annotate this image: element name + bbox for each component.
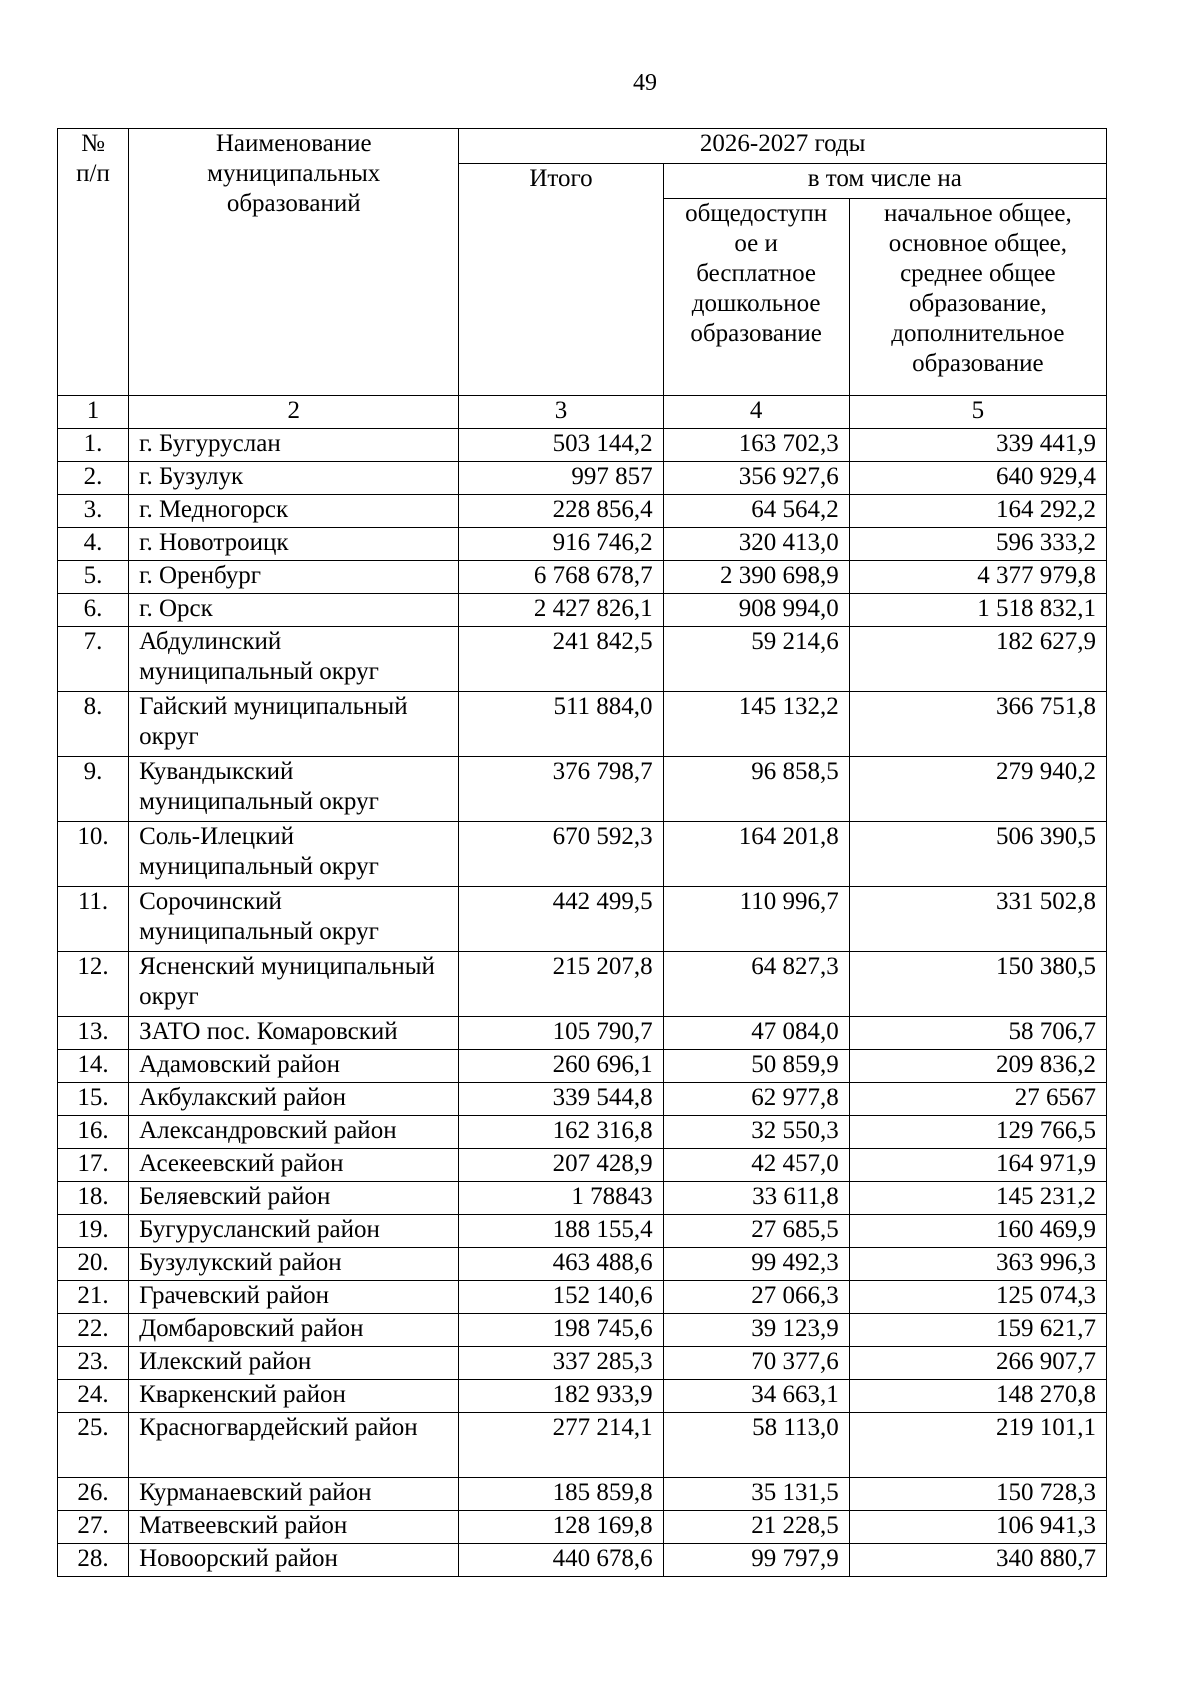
row-general: 182 627,9	[849, 627, 1106, 692]
row-preschool: 64 564,2	[663, 495, 849, 528]
row-name: Грачевский район	[129, 1281, 459, 1314]
row-number: 7.	[58, 627, 129, 692]
row-number: 26.	[58, 1478, 129, 1511]
row-preschool: 96 858,5	[663, 757, 849, 822]
row-total: 376 798,7	[459, 757, 663, 822]
row-number: 21.	[58, 1281, 129, 1314]
row-total: 997 857	[459, 462, 663, 495]
row-number: 17.	[58, 1149, 129, 1182]
row-number: 3.	[58, 495, 129, 528]
row-name: г. Оренбург	[129, 561, 459, 594]
row-total: 152 140,6	[459, 1281, 663, 1314]
row-number: 25.	[58, 1413, 129, 1478]
row-preschool: 58 113,0	[663, 1413, 849, 1478]
row-preschool: 70 377,6	[663, 1347, 849, 1380]
row-general: 4 377 979,8	[849, 561, 1106, 594]
column-number-row	[58, 396, 1107, 429]
row-number: 28.	[58, 1544, 129, 1577]
row-total: 670 592,3	[459, 822, 663, 887]
row-general: 506 390,5	[849, 822, 1106, 887]
row-number: 2.	[58, 462, 129, 495]
table-row	[58, 1478, 1107, 1511]
row-name: г. Бугуруслан	[129, 429, 459, 462]
row-name: г. Бузулук	[129, 462, 459, 495]
row-number: 24.	[58, 1380, 129, 1413]
row-general: 209 836,2	[849, 1050, 1106, 1083]
row-number: 27.	[58, 1511, 129, 1544]
row-preschool: 50 859,9	[663, 1050, 849, 1083]
row-total: 162 316,8	[459, 1116, 663, 1149]
row-preschool: 39 123,9	[663, 1314, 849, 1347]
row-preschool: 99 492,3	[663, 1248, 849, 1281]
column-number: 3	[459, 396, 663, 429]
header-period: 2026-2027 годы	[459, 129, 1107, 164]
row-number: 16.	[58, 1116, 129, 1149]
row-total: 241 842,5	[459, 627, 663, 692]
row-general: 164 971,9	[849, 1149, 1106, 1182]
row-total: 228 856,4	[459, 495, 663, 528]
table-row	[58, 462, 1107, 495]
row-total: 215 207,8	[459, 952, 663, 1017]
table-row	[58, 1281, 1107, 1314]
row-name: Гайский муниципальный округ	[129, 692, 459, 757]
row-number: 8.	[58, 692, 129, 757]
row-name: Адамовский район	[129, 1050, 459, 1083]
row-total: 463 488,6	[459, 1248, 663, 1281]
row-name: Илекский район	[129, 1347, 459, 1380]
row-preschool: 27 066,3	[663, 1281, 849, 1314]
row-general: 106 941,3	[849, 1511, 1106, 1544]
table-row	[58, 561, 1107, 594]
row-total: 260 696,1	[459, 1050, 663, 1083]
row-number: 10.	[58, 822, 129, 887]
row-preschool: 62 977,8	[663, 1083, 849, 1116]
row-general: 366 751,8	[849, 692, 1106, 757]
row-general: 129 766,5	[849, 1116, 1106, 1149]
column-number: 5	[849, 396, 1106, 429]
table-row	[58, 1182, 1107, 1215]
row-number: 1.	[58, 429, 129, 462]
row-general: 164 292,2	[849, 495, 1106, 528]
row-number: 19.	[58, 1215, 129, 1248]
row-total: 337 285,3	[459, 1347, 663, 1380]
row-name: Матвеевский район	[129, 1511, 459, 1544]
row-total: 188 155,4	[459, 1215, 663, 1248]
table-row	[58, 1413, 1107, 1478]
row-name: Ясненский муниципальный округ	[129, 952, 459, 1017]
row-total: 185 859,8	[459, 1478, 663, 1511]
row-total: 916 746,2	[459, 528, 663, 561]
row-name: Акбулакский район	[129, 1083, 459, 1116]
row-name: Кваркенский район	[129, 1380, 459, 1413]
table-row	[58, 1083, 1107, 1116]
row-total: 207 428,9	[459, 1149, 663, 1182]
row-preschool: 27 685,5	[663, 1215, 849, 1248]
row-number: 22.	[58, 1314, 129, 1347]
row-preschool: 59 214,6	[663, 627, 849, 692]
table-row	[58, 692, 1107, 757]
table-row	[58, 1380, 1107, 1413]
row-total: 6 768 678,7	[459, 561, 663, 594]
row-preschool: 164 201,8	[663, 822, 849, 887]
table-row	[58, 1544, 1107, 1577]
row-preschool: 32 550,3	[663, 1116, 849, 1149]
row-preschool: 99 797,9	[663, 1544, 849, 1577]
row-preschool: 163 702,3	[663, 429, 849, 462]
row-total: 442 499,5	[459, 887, 663, 952]
row-preschool: 33 611,8	[663, 1182, 849, 1215]
table-body	[58, 429, 1107, 1577]
row-total: 2 427 826,1	[459, 594, 663, 627]
table-row	[58, 1347, 1107, 1380]
row-general: 145 231,2	[849, 1182, 1106, 1215]
row-number: 13.	[58, 1017, 129, 1050]
row-preschool: 64 827,3	[663, 952, 849, 1017]
row-number: 4.	[58, 528, 129, 561]
row-preschool: 908 994,0	[663, 594, 849, 627]
table-row	[58, 528, 1107, 561]
row-preschool: 145 132,2	[663, 692, 849, 757]
row-general: 266 907,7	[849, 1347, 1106, 1380]
table-header	[58, 129, 1107, 429]
row-general: 58 706,7	[849, 1017, 1106, 1050]
row-name: Александровский район	[129, 1116, 459, 1149]
row-number: 11.	[58, 887, 129, 952]
table-row	[58, 1149, 1107, 1182]
row-preschool: 320 413,0	[663, 528, 849, 561]
row-name: г. Орск	[129, 594, 459, 627]
row-general: 150 380,5	[849, 952, 1106, 1017]
table-row	[58, 1314, 1107, 1347]
header-general: начальное общее, основное общее, среднее общее образование, дополнительное образование	[849, 199, 1106, 396]
table-row	[58, 757, 1107, 822]
table-row	[58, 887, 1107, 952]
row-number: 14.	[58, 1050, 129, 1083]
row-general: 339 441,9	[849, 429, 1106, 462]
table-row	[58, 1248, 1107, 1281]
row-total: 198 745,6	[459, 1314, 663, 1347]
table-row	[58, 429, 1107, 462]
row-general: 150 728,3	[849, 1478, 1106, 1511]
row-general: 160 469,9	[849, 1215, 1106, 1248]
table-row	[58, 1050, 1107, 1083]
column-number: 4	[663, 396, 849, 429]
row-name: Беляевский район	[129, 1182, 459, 1215]
row-number: 6.	[58, 594, 129, 627]
header-preschool: общедоступн ое и бесплатное дошкольное образование	[663, 199, 849, 396]
row-preschool: 34 663,1	[663, 1380, 849, 1413]
row-number: 12.	[58, 952, 129, 1017]
row-total: 339 544,8	[459, 1083, 663, 1116]
row-name: Асекеевский район	[129, 1149, 459, 1182]
table-row	[58, 594, 1107, 627]
row-name: г. Медногорск	[129, 495, 459, 528]
row-name: Красногвардейский район	[129, 1413, 459, 1478]
header-number: № п/п	[58, 129, 129, 396]
row-name: Кувандыкский муниципальный округ	[129, 757, 459, 822]
table-row	[58, 952, 1107, 1017]
row-general: 125 074,3	[849, 1281, 1106, 1314]
row-name: г. Новотроицк	[129, 528, 459, 561]
column-number: 2	[129, 396, 459, 429]
row-general: 331 502,8	[849, 887, 1106, 952]
row-general: 340 880,7	[849, 1544, 1106, 1577]
row-name: ЗАТО пос. Комаровский	[129, 1017, 459, 1050]
table-row	[58, 1511, 1107, 1544]
page-number: 49	[633, 70, 657, 96]
row-total: 1 78843	[459, 1182, 663, 1215]
table-row	[58, 822, 1107, 887]
row-total: 128 169,8	[459, 1511, 663, 1544]
row-general: 596 333,2	[849, 528, 1106, 561]
table-row	[58, 627, 1107, 692]
header-including: в том числе на	[663, 164, 1106, 199]
row-general: 219 101,1	[849, 1413, 1106, 1478]
table-row	[58, 1017, 1107, 1050]
row-general: 159 621,7	[849, 1314, 1106, 1347]
row-total: 182 933,9	[459, 1380, 663, 1413]
table-row	[58, 495, 1107, 528]
row-preschool: 42 457,0	[663, 1149, 849, 1182]
row-preschool: 2 390 698,9	[663, 561, 849, 594]
row-number: 20.	[58, 1248, 129, 1281]
row-name: Бугурусланский район	[129, 1215, 459, 1248]
header-total: Итого	[459, 164, 663, 396]
row-number: 9.	[58, 757, 129, 822]
row-preschool: 35 131,5	[663, 1478, 849, 1511]
row-name: Бузулукский район	[129, 1248, 459, 1281]
row-name: Новоорский район	[129, 1544, 459, 1577]
row-preschool: 47 084,0	[663, 1017, 849, 1050]
row-name: Сорочинский муниципальный округ	[129, 887, 459, 952]
table-row	[58, 1215, 1107, 1248]
row-number: 23.	[58, 1347, 129, 1380]
row-number: 18.	[58, 1182, 129, 1215]
row-general: 1 518 832,1	[849, 594, 1106, 627]
row-name: Курманаевский район	[129, 1478, 459, 1511]
row-name: Абдулинский муниципальный округ	[129, 627, 459, 692]
row-number: 5.	[58, 561, 129, 594]
row-total: 511 884,0	[459, 692, 663, 757]
row-preschool: 21 228,5	[663, 1511, 849, 1544]
column-number: 1	[58, 396, 129, 429]
row-general: 640 929,4	[849, 462, 1106, 495]
row-preschool: 110 996,7	[663, 887, 849, 952]
header-name: Наименование муниципальных образований	[129, 129, 459, 396]
row-general: 148 270,8	[849, 1380, 1106, 1413]
row-total: 503 144,2	[459, 429, 663, 462]
row-total: 105 790,7	[459, 1017, 663, 1050]
row-preschool: 356 927,6	[663, 462, 849, 495]
row-name: Домбаровский район	[129, 1314, 459, 1347]
row-general: 363 996,3	[849, 1248, 1106, 1281]
row-total: 277 214,1	[459, 1413, 663, 1478]
table-row	[58, 1116, 1107, 1149]
row-general: 27 6567	[849, 1083, 1106, 1116]
row-general: 279 940,2	[849, 757, 1106, 822]
budget-table	[57, 128, 1107, 1577]
row-total: 440 678,6	[459, 1544, 663, 1577]
row-number: 15.	[58, 1083, 129, 1116]
row-name: Соль-Илецкий муниципальный округ	[129, 822, 459, 887]
